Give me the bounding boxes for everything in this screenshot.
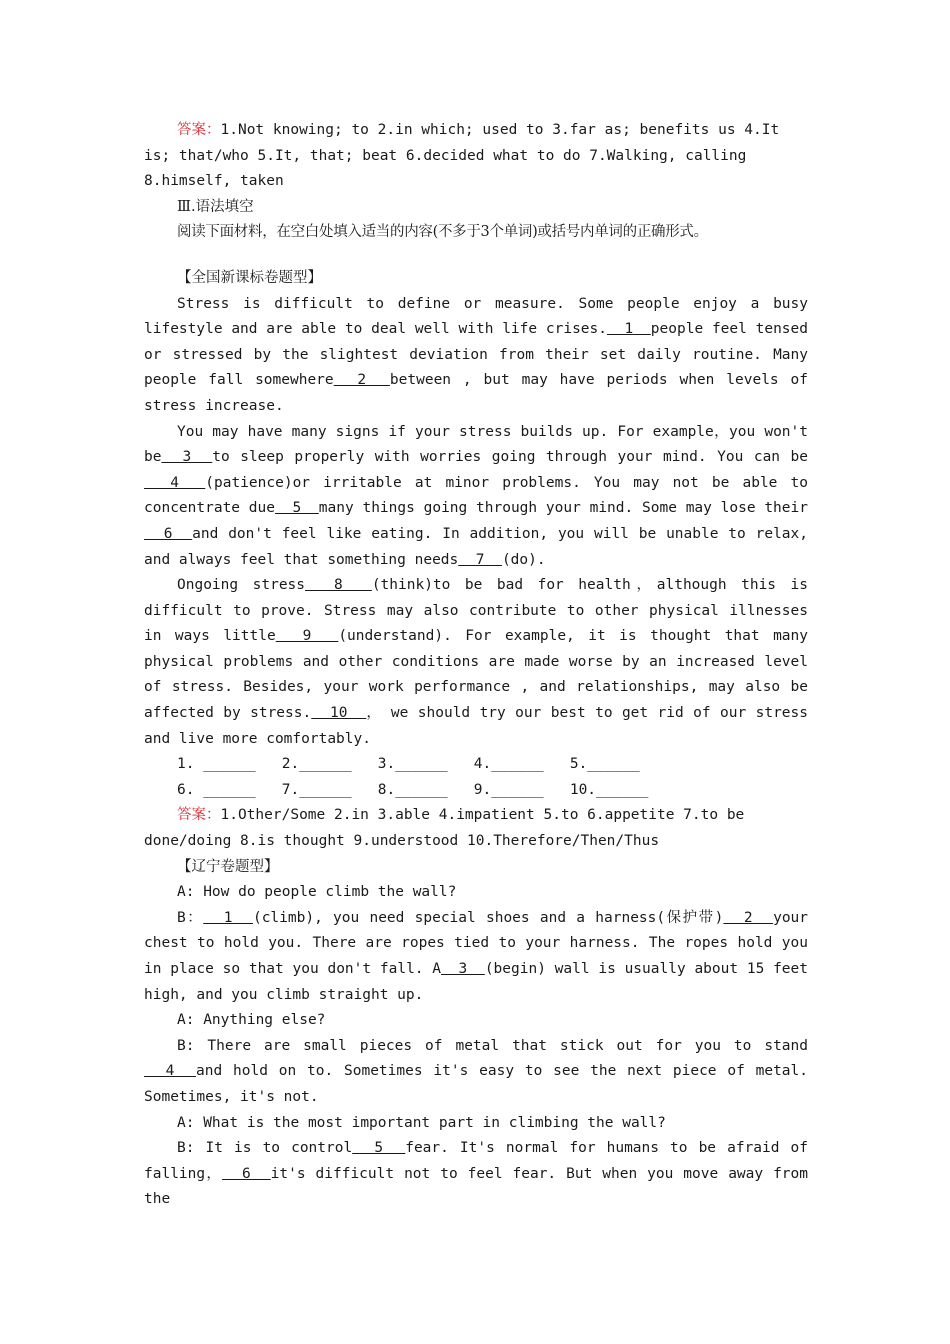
passage-text: to sleep properly with worries going through your mind. You can be: [212, 449, 808, 466]
answer-line: 1.Other/Some 2.in 3.able 4.impatient 5.to 6.appetite 7.to be: [220, 807, 745, 824]
answer-line: 8.himself, taken: [144, 173, 284, 190]
passage-text: (patience)or irritable at minor problems. You may not be able to concentrate due: [144, 474, 808, 517]
dialogue-line: A: How do people climb the wall?: [177, 884, 457, 901]
blank-4: 4: [144, 1063, 196, 1080]
blank-4: 4: [144, 474, 206, 491]
dialogue-text: B: There are small pieces of metal that stick out for you to stand: [177, 1037, 808, 1054]
section-instruction: 阅读下面材料，在空白处填入适当的内容(不多于3个单词)或括号内单词的正确形式。: [177, 224, 708, 241]
subsection-heading: 【全国新课标卷题型】: [177, 269, 322, 286]
document-page: [144, 118, 808, 1213]
passage-text: between , but may have periods when levels of stress increase.: [144, 372, 809, 414]
blank-5: 5: [352, 1140, 406, 1157]
passage-paragraph: [144, 573, 808, 752]
blank-2: 2: [333, 372, 390, 389]
passage-text: (do).: [501, 551, 546, 568]
answer-line: done/doing 8.is thought 9.understood 10.Therefore/Then/Thus: [144, 833, 660, 850]
dialogue-line: A: What is the most important part in climbing the wall?: [177, 1114, 666, 1131]
answer-section1: [144, 118, 808, 144]
passage-text: many things going through your mind. Some may lose their: [318, 500, 808, 517]
answer-line: is; that/who 5.It, that; beat 6.decided what to do 7.Walking, calling: [144, 147, 747, 164]
answer-national: [144, 803, 808, 829]
dialogue-text: and hold on to. Sometimes it's easy to see the next piece of metal. Sometimes, it's not.: [144, 1063, 808, 1105]
dialogue-line: [144, 906, 808, 1008]
passage-text: people feel tensed or stressed by the slightest deviation from their set daily routine. Many people fall somewhere: [144, 321, 809, 389]
blank-1: 1: [607, 321, 651, 338]
blank-7: 7: [458, 551, 502, 568]
passage-text: ， we should try our best to get rid of our stress and live more comfortably.: [144, 705, 808, 747]
blank-row: 6. ______ 7.______ 8.______ 9.______ 10.______: [177, 781, 649, 798]
dialogue-text: B：: [177, 909, 204, 926]
blank-row: 1. ______ 2.______ 3.______ 4.______ 5.______: [177, 756, 640, 773]
passage-text: Ongoing stress: [177, 577, 306, 594]
dialogue-line: A: Anything else?: [177, 1012, 326, 1029]
dialogue-text: it's difficult not to feel fear. But when you move away from the: [144, 1165, 808, 1208]
subsection-heading: 【辽宁卷题型】: [177, 858, 279, 875]
blank-6: 6: [222, 1165, 271, 1182]
section-title: Ⅲ.语法填空: [177, 198, 254, 215]
dialogue-line: [144, 1136, 808, 1213]
blank-8: 8: [305, 577, 372, 594]
blank-1: 1: [203, 909, 253, 926]
answer-label: 答案：: [177, 122, 221, 138]
blank-2: 2: [723, 909, 774, 926]
dialogue-text: your chest to hold you. There are ropes tied to your harness. The ropes hold you in place so that you don't fall. A: [144, 909, 809, 977]
passage-paragraph: [144, 420, 808, 574]
passage-text: Stress is difficult to define or measure. Some people enjoy a busy lifestyle and are able to deal well with life crises.: [144, 295, 808, 338]
dialogue-line: [144, 1034, 808, 1111]
blank-6: 6: [144, 525, 193, 542]
dialogue-text: fear. It's normal for humans to be afraid of falling，: [144, 1140, 809, 1182]
blank-3: 3: [441, 961, 485, 977]
blank-5: 5: [274, 500, 319, 517]
dialogue-text: (climb), you need special shoes and a harness(保护带): [252, 909, 724, 926]
dialogue-text: (begin) wall is usually about 15 feet high, and you climb straight up.: [144, 961, 808, 1003]
answer-line: 1.Not knowing; to 2.in which; used to 3.far as; benefits us 4.It: [220, 122, 780, 138]
blank-3: 3: [161, 449, 213, 466]
passage-text: (think)to be bad for health，although this is difficult to prove. Stress may also contribute to other physical illnesses in ways little: [144, 577, 809, 645]
passage-text: You may have many signs if your stress builds up. For example，you won't be: [144, 423, 808, 466]
answer-label: 答案：: [177, 807, 221, 824]
passage-paragraph: [144, 292, 808, 420]
passage-text: and don't feel like eating. In addition, you will be unable to relax, and always feel that something needs: [144, 525, 808, 568]
dialogue-text: B: It is to control: [177, 1140, 353, 1157]
blank-9: 9: [275, 628, 339, 645]
blank-10: 10: [311, 705, 367, 722]
passage-text: (understand). For example, it is thought that many physical problems and other conditions are made worse by an increased level of stress. Besides, your work performance , and relationships, may also be affected by stress.: [144, 628, 808, 722]
